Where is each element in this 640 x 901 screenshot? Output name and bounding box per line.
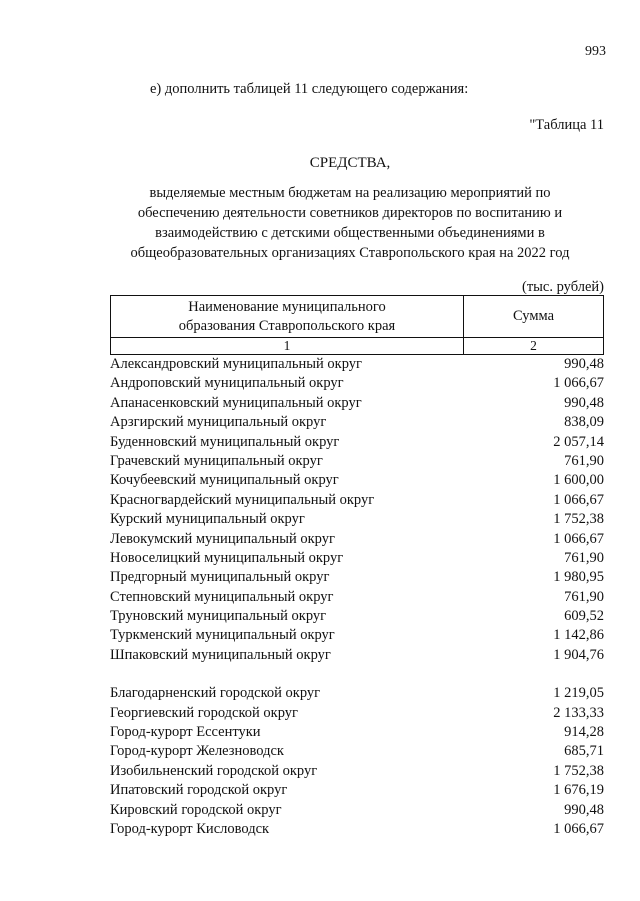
amount-value: 761,90: [564, 549, 604, 566]
municipality-name: Арзгирский муниципальный округ: [110, 414, 327, 431]
municipal-okrug-group: [110, 355, 604, 665]
amount-value: 1 752,38: [553, 511, 604, 528]
amount-value: 2 133,33: [553, 704, 604, 721]
header-name-line: Наименование муниципального: [188, 298, 386, 315]
municipality-name: Новоселицкий муниципальный округ: [110, 549, 344, 566]
table-row: [110, 549, 604, 568]
municipality-name: Кочубеевский муниципальный округ: [110, 472, 339, 489]
table-row: [110, 530, 604, 549]
amount-value: 1 676,19: [553, 782, 604, 799]
municipality-name: Шпаковский муниципальный округ: [110, 646, 331, 663]
municipality-name: Труновский муниципальный округ: [110, 608, 327, 625]
table-row: [110, 723, 604, 742]
amount-value: 1 904,76: [553, 646, 604, 663]
amount-value: 1 066,67: [553, 820, 604, 837]
intro-text: е) дополнить таблицей 11 следующего содержания:: [150, 81, 469, 97]
document-subheading: [0, 183, 640, 263]
table-row: [110, 626, 604, 645]
municipality-name: Степновский муниципальный округ: [110, 588, 334, 605]
amount-value: 1 066,67: [553, 375, 604, 392]
amount-value: 1 066,67: [553, 491, 604, 508]
subheading-line: обеспечению деятельности советников директоров по воспитанию и: [137, 205, 563, 221]
table-row: [110, 588, 604, 607]
municipality-name: Кировский городской округ: [110, 801, 282, 818]
amount-value: 990,48: [564, 801, 604, 818]
column-number-1: 1: [111, 338, 464, 355]
page-number: 993: [585, 44, 606, 59]
municipality-name: Курский муниципальный округ: [110, 511, 305, 528]
header-name-column: [111, 296, 464, 338]
table-row: [110, 374, 604, 393]
municipality-name: Город-курорт Кисловодск: [110, 820, 270, 837]
municipality-name: Андроповский муниципальный округ: [110, 375, 344, 392]
amount-value: 685,71: [564, 743, 604, 760]
table-row: [110, 471, 604, 490]
amount-value: 761,90: [564, 452, 604, 469]
table-label: "Таблица 11: [529, 117, 604, 133]
amount-value: 1 066,67: [553, 530, 604, 547]
column-number-2: 2: [464, 338, 604, 355]
table-row: [110, 646, 604, 665]
amount-value: 1 980,95: [553, 569, 604, 586]
amount-value: 838,09: [564, 414, 604, 431]
municipality-name: Предгорный муниципальный округ: [110, 569, 330, 586]
amount-value: 1 142,86: [553, 627, 604, 644]
table-row: [110, 452, 604, 471]
table-row: [110, 801, 604, 820]
municipality-name: Красногвардейский муниципальный округ: [110, 491, 375, 508]
subheading-line: взаимодействию с детскими общественными объединениями в: [155, 225, 545, 241]
unit-label: (тыс. рублей): [522, 279, 604, 295]
amount-value: 1 219,05: [553, 685, 604, 702]
table-row: [110, 684, 604, 703]
municipality-name: Апанасенковский муниципальный округ: [110, 394, 362, 411]
municipality-name: Георгиевский городской округ: [110, 704, 298, 721]
municipality-name: Город-курорт Железноводск: [110, 743, 284, 760]
amount-value: 1 752,38: [553, 762, 604, 779]
amount-value: 2 057,14: [553, 433, 604, 450]
amount-value: 914,28: [564, 724, 604, 741]
table-row: [110, 607, 604, 626]
amount-value: 990,48: [564, 356, 604, 372]
municipality-name: Буденновский муниципальный округ: [110, 433, 340, 450]
amount-value: 761,90: [564, 588, 604, 605]
table-row: [110, 704, 604, 723]
table-row: [110, 433, 604, 452]
table-row: [110, 781, 604, 800]
city-okrug-group: [110, 684, 604, 839]
table-row: [110, 510, 604, 529]
municipality-name: Александровский муниципальный округ: [110, 356, 362, 372]
table-body: [110, 355, 604, 839]
municipality-name: Туркменский муниципальный округ: [110, 627, 335, 644]
table-row: [110, 568, 604, 587]
document-heading: СРЕДСТВА,: [309, 155, 391, 171]
amount-value: 609,52: [564, 608, 604, 625]
table-row: [110, 820, 604, 839]
subheading-line: выделяемые местным бюджетам на реализацию мероприятий по: [149, 185, 551, 201]
header-amount-column: Сумма: [464, 296, 604, 338]
group-spacer: [110, 665, 604, 684]
municipality-name: Левокумский муниципальный округ: [110, 530, 335, 547]
amount-value: 1 600,00: [553, 472, 604, 489]
amount-value: 990,48: [564, 394, 604, 411]
table-row: [110, 355, 604, 374]
table-row: [110, 491, 604, 510]
subheading-line: общеобразовательных организациях Ставропольского края на 2022 год: [130, 245, 570, 261]
municipality-name: Грачевский муниципальный округ: [110, 452, 323, 469]
municipality-name: Город-курорт Ессентуки: [110, 724, 261, 741]
header-name-line: образования Ставропольского края: [178, 317, 396, 334]
table-header: [110, 295, 604, 355]
table-row: [110, 394, 604, 413]
municipality-name: Ипатовский городской округ: [110, 782, 288, 799]
municipality-name: Благодарненский городской округ: [110, 685, 321, 702]
table-row: [110, 762, 604, 781]
table-row: [110, 413, 604, 432]
table-row: [110, 742, 604, 761]
municipality-name: Изобильненский городской округ: [110, 762, 318, 779]
